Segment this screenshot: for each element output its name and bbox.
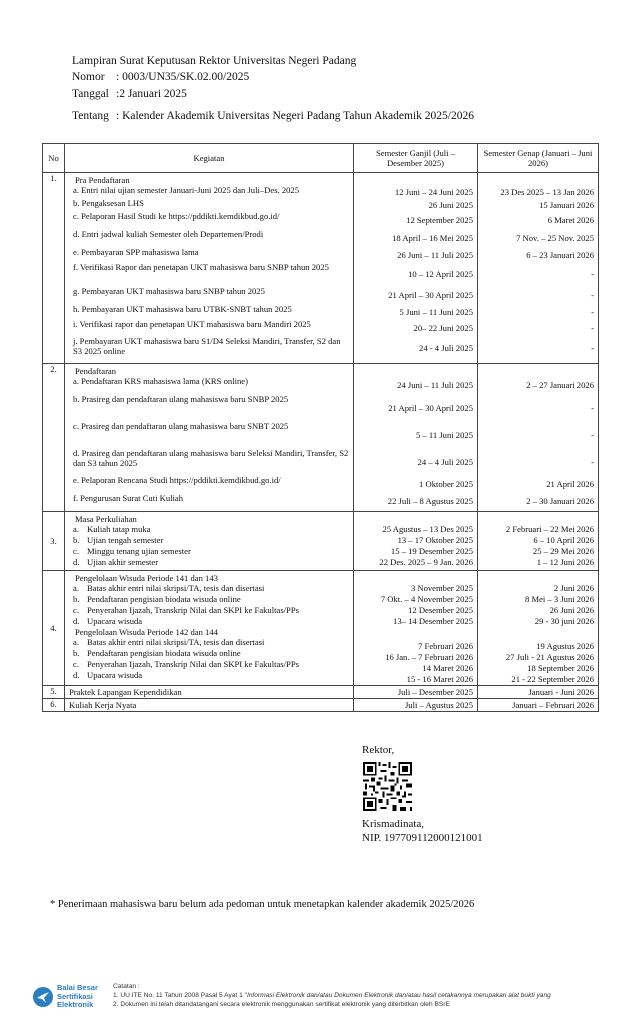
genap-date: 2 Februari – 22 Mei 2026 <box>505 524 594 534</box>
genap-date: - <box>591 343 594 353</box>
activity-label: d. Prasireg dan pendaftaran ulang mahasiswa baru Seleksi Mandiri, Transfer, S2 dan S3 tahun 2025 <box>73 448 349 468</box>
activity-item <box>73 448 349 475</box>
catatan-line-1 <box>113 991 551 1000</box>
activity-item <box>73 616 349 627</box>
signer-name: Krismadinata, <box>362 818 425 830</box>
logo-line-1: Balai Besar <box>57 983 98 992</box>
signature-title: Rektor, <box>362 744 395 756</box>
activity-item <box>73 583 349 594</box>
section-title: Masa Perkuliahan <box>75 514 137 524</box>
activity-item <box>73 421 349 448</box>
ganjil-date: 24 Juni – 11 Juli 2025 <box>397 380 473 390</box>
ganjil-date: 13 – 17 Oktober 2025 <box>397 535 473 545</box>
ganjil-date: 16 Jan. – 7 Februari 2026 <box>385 652 473 662</box>
activity-item <box>73 247 349 262</box>
genap-date: 2 – 27 Januari 2026 <box>526 380 594 390</box>
activity-label: Ujian akhir semester <box>87 557 159 567</box>
lampiran-line: Lampiran Surat Keputusan Rektor Universitas Negeri Padang <box>72 55 357 67</box>
activity-list-a <box>69 583 349 627</box>
col-header-ganjil: Semester Ganjil (Juli – Desember 2025) <box>354 144 478 173</box>
academic-calendar-table <box>42 143 599 712</box>
genap-cell <box>478 512 599 571</box>
item-marker: c. <box>73 546 79 556</box>
ganjil-date: 24 - 4 Juli 2025 <box>419 343 473 353</box>
row-number: 1. <box>43 173 65 364</box>
tentang-line <box>72 109 474 123</box>
col-header-genap: Semester Genap (Januari – Juni 2026) <box>478 144 599 173</box>
catatan-2-bsre: BSrE <box>434 1001 450 1008</box>
activity-list <box>69 376 349 511</box>
activity-label: b. Prasireg dan pendaftaran ulang mahasiswa baru SNBP 2025 <box>73 394 289 404</box>
genap-date: 18 September 2026 <box>527 663 594 673</box>
activity-list <box>69 185 349 363</box>
item-marker: d. <box>73 616 80 626</box>
item-marker: c. <box>73 605 79 615</box>
section-title-a: Pengelolaan Wisuda Periode 141 dan 143 <box>75 573 218 583</box>
footer <box>0 980 622 1024</box>
genap-date: 21 April 2026 <box>546 479 594 489</box>
activity-label: Minggu tenang ujian semester <box>87 546 191 556</box>
catatan-line-2 <box>113 1000 551 1009</box>
activity-item <box>73 557 349 568</box>
activity-label: d. Entri jadwal kuliah Semester oleh Departemen/Prodi <box>73 229 264 239</box>
tanggal-line <box>72 87 187 101</box>
activity-item <box>73 648 349 659</box>
activity-item <box>73 394 349 421</box>
genap-date: 2 Juni 2026 <box>553 583 594 593</box>
section-row-1 <box>43 173 599 364</box>
activity-item <box>73 262 349 286</box>
ganjil-cell <box>354 571 478 686</box>
kegiatan-cell <box>65 512 354 571</box>
ganjil-date: 5 – 11 Juni 2025 <box>416 429 473 440</box>
section-title: Pra Pendaftaran <box>75 175 130 185</box>
activity-item <box>73 229 349 247</box>
activity-item <box>73 535 349 546</box>
nomor-label: Nomor <box>72 71 105 83</box>
catatan-1-text: 1. UU ITE No. 11 Tahun 2008 Pasal 5 Ayat 1 " <box>113 992 247 999</box>
activity-item <box>73 605 349 616</box>
table-header-row <box>43 144 599 173</box>
item-marker: b. <box>73 594 80 604</box>
ganjil-date: 3 November 2025 <box>410 583 473 593</box>
genap-date: 21 - 22 September 2026 <box>511 674 594 684</box>
genap-date: 2 – 30 Januari 2026 <box>526 496 594 506</box>
kegiatan-cell: Kuliah Kerja Nyata <box>65 699 354 712</box>
activity-item <box>73 198 349 211</box>
activity-label: e. Pembayaran SPP mahasiswa lama <box>73 247 199 257</box>
ganjil-date: 15 – 19 Desember 2025 <box>390 546 473 556</box>
genap-date: 15 Januari 2026 <box>539 199 594 210</box>
ganjil-date: 22 Juli – 8 Agustus 2025 <box>387 496 473 506</box>
ganjil-date: 7 Okt. – 4 November 2025 <box>380 594 473 604</box>
genap-date: 29 - 30 juni 2026 <box>534 616 594 626</box>
kegiatan-cell: Praktek Lapangan Kependidikan <box>65 686 354 699</box>
activity-item <box>73 185 349 198</box>
activity-label: Kuliah tatap muka <box>87 524 151 534</box>
tanggal-value: :2 Januari 2025 <box>116 88 187 100</box>
genap-date: - <box>591 290 594 300</box>
activity-item <box>73 475 349 493</box>
activity-label: a. Pendaftaran KRS mahasiswa lama (KRS online) <box>73 376 248 386</box>
genap-cell: Januari – Februari 2026 <box>478 699 599 712</box>
section-title-b: Pengelolaan Wisuda Periode 142 dan 144 <box>75 627 218 637</box>
item-marker: d. <box>73 557 80 567</box>
genap-date: 1 – 12 Juni 2026 <box>536 557 594 567</box>
ganjil-date: 26 Juni 2025 <box>428 199 473 210</box>
activity-label: j. Pembayaran UKT mahasiswa baru S1/D4 Seleksi Mandiri, Transfer, S2 dan S3 2025 online <box>73 336 341 356</box>
genap-list-b <box>482 641 594 685</box>
ganjil-list <box>358 376 473 509</box>
activity-label: c. Pelaporan Hasil Studi ke https://pddikti.kemdikbud.go.id/ <box>73 211 280 221</box>
col-header-no: No <box>43 144 65 173</box>
kegiatan-cell <box>65 173 354 364</box>
ganjil-date: 7 Februari 2026 <box>418 641 473 651</box>
genap-date: - <box>591 429 594 440</box>
section-row-4 <box>43 571 599 686</box>
activity-item <box>73 304 349 319</box>
row-number: 4. <box>43 571 65 686</box>
genap-date: 27 Juli - 21 Agustus 2026 <box>505 652 594 662</box>
section-row-5 <box>43 686 599 699</box>
logo-text <box>57 984 98 1010</box>
activity-item <box>73 493 349 509</box>
activity-label: Upacara wisuda <box>87 670 143 680</box>
activity-item <box>73 286 349 304</box>
genap-date: 23 Des 2025 – 13 Jan 2026 <box>500 186 594 197</box>
activity-label: Pendaftaran pengisian biodata wisuda online <box>87 648 241 658</box>
ganjil-date: 10 – 12 April 2025 <box>408 269 473 279</box>
catatan-block <box>113 982 551 1009</box>
item-marker: a. <box>73 583 79 593</box>
logo-line-2: Sertifikasi <box>57 991 93 1001</box>
item-marker: a. <box>73 637 79 647</box>
footnote: * Penerimaan mahasiswa baru belum ada pedoman untuk menetapkan kalender akademik 2025/2026 <box>50 899 475 910</box>
activity-item <box>73 319 349 336</box>
nomor-value: : 0003/UN35/SK.02.00/2025 <box>116 71 250 83</box>
activity-label: Ujian tengah semester <box>87 535 164 545</box>
genap-date: 19 Agustus 2026 <box>536 641 594 651</box>
ganjil-date: 14 Maret 2026 <box>422 663 473 673</box>
genap-list <box>482 524 594 568</box>
genap-list <box>482 185 594 360</box>
activity-item <box>73 594 349 605</box>
section-row-3 <box>43 512 599 571</box>
ganjil-date: 18 April – 16 Mei 2025 <box>392 233 473 243</box>
row-number: 5. <box>43 686 65 699</box>
ganjil-date: 1 Oktober 2025 <box>419 479 473 489</box>
ganjil-cell <box>354 512 478 571</box>
logo-line-3: Elektronik <box>57 1000 94 1009</box>
section-row-2 <box>43 364 599 512</box>
ganjil-date: 13– 14 Desember 2025 <box>393 616 473 626</box>
activity-item <box>73 336 349 360</box>
ganjil-date: 21 April – 30 April 2025 <box>388 402 473 413</box>
genap-date: - <box>591 456 594 467</box>
genap-date: 6 Maret 2026 <box>547 215 594 225</box>
activity-label: g. Pembayaran UKT mahasiswa baru SNBP tahun 2025 <box>73 286 265 296</box>
ganjil-date: 21 April – 30 April 2025 <box>388 290 473 300</box>
catatan-title: Catatan : <box>113 983 140 990</box>
activity-label: c. Prasireg dan pendaftaran ulang mahasiswa baru SNBT 2025 <box>73 421 289 431</box>
activity-label: b. Pengaksesan LHS <box>73 198 144 208</box>
activity-label: f. Verifikasi Rapor dan penetapan UKT mahasiswa baru SNBP tahun 2025 <box>73 262 329 272</box>
activity-list <box>69 524 349 570</box>
ganjil-date: 20– 22 Juni 2025 <box>413 322 473 333</box>
ganjil-cell: Juli – Desember 2025 <box>354 686 478 699</box>
genap-date: 6 – 23 Januari 2026 <box>526 249 594 260</box>
genap-date: 26 Juni 2026 <box>549 605 594 615</box>
row-number: 3. <box>43 512 65 571</box>
ganjil-cell <box>354 364 478 512</box>
ganjil-list <box>358 185 473 360</box>
ganjil-cell: Juli – Agustus 2025 <box>354 699 478 712</box>
genap-date: - <box>591 306 594 317</box>
section-row-6 <box>43 699 599 712</box>
activity-label: Batas akhir entri nilai skripsi/TA, tesis dan disertasi <box>87 637 265 647</box>
nomor-line <box>72 70 249 84</box>
genap-date: 8 Mei – 3 Juni 2026 <box>525 594 594 604</box>
activity-item <box>73 637 349 648</box>
row-number: 6. <box>43 699 65 712</box>
item-marker: b. <box>73 648 80 658</box>
activity-label: i. Verifikasi rapor dan penetapan UKT mahasiswa baru Mandiri 2025 <box>73 319 311 329</box>
genap-date: - <box>591 402 594 413</box>
catatan-2-text: 2. Dokumen ini telah ditandatangani secara elektronik menggunakan sertifikat elektronik yang diterbitkan oleh <box>113 1001 435 1008</box>
genap-date: 25 – 29 Mei 2026 <box>532 546 594 556</box>
activity-label: f. Pengurusan Surat Cuti Kuliah <box>73 493 184 503</box>
activity-item <box>73 524 349 535</box>
genap-cell: Januari - Juni 2026 <box>478 686 599 699</box>
col-header-kegiatan: Kegiatan <box>65 144 354 173</box>
activity-item <box>73 659 349 670</box>
ganjil-date: 26 Juni – 11 Juli 2025 <box>397 249 473 260</box>
activity-label: Penyerahan Ijazah, Transkrip Nilai dan SKPI ke Fakultas/PPs <box>87 659 299 669</box>
ganjil-date: 5 Juni – 11 Juni 2025 <box>399 306 473 317</box>
activity-label: e. Pelaporan Rencana Studi https://pddikti.kemdikbud.go.id/ <box>73 475 281 485</box>
activity-item <box>73 376 349 394</box>
ganjil-list-b <box>358 641 473 685</box>
ganjil-list <box>358 524 473 568</box>
ganjil-date: 25 Agustus – 13 Des 2025 <box>382 524 473 534</box>
tentang-value: : Kalender Akademik Universitas Negeri Padang Tahun Akademik 2025/2026 <box>116 110 474 122</box>
activity-item <box>73 211 349 229</box>
ganjil-date: 12 September 2025 <box>406 215 473 225</box>
genap-list <box>482 376 594 509</box>
activity-label: Batas akhir entri nilai skripsi/TA, tesis dan disertasi <box>87 583 265 593</box>
genap-cell <box>478 173 599 364</box>
ganjil-date: 22 Des. 2025 – 9 Jan. 2026 <box>379 557 473 567</box>
signer-nip: NIP. 197709112000121001 <box>362 832 483 844</box>
activity-label: Pendaftaran pengisian biodata wisuda online <box>87 594 241 604</box>
bsre-logo-icon <box>32 986 54 1008</box>
tanggal-label: Tanggal <box>72 88 109 100</box>
row-number: 2. <box>43 364 65 512</box>
item-marker: a. <box>73 524 79 534</box>
activity-label: Upacara wisuda <box>87 616 143 626</box>
ganjil-date: 15 - 16 Maret 2026 <box>406 674 473 684</box>
ganjil-date: 12 Juni – 24 Juni 2025 <box>394 186 473 197</box>
genap-date: - <box>591 322 594 333</box>
kegiatan-cell <box>65 571 354 686</box>
kegiatan-cell <box>65 364 354 512</box>
item-marker: c. <box>73 659 79 669</box>
activity-item <box>73 546 349 557</box>
activity-item <box>73 670 349 681</box>
activity-label: Penyerahan Ijazah, Transkrip Nilai dan SKPI ke Fakultas/PPs <box>87 605 299 615</box>
genap-date: 6 – 10 April 2026 <box>533 535 594 545</box>
tentang-label: Tentang <box>72 110 109 122</box>
activity-list-b <box>69 637 349 683</box>
catatan-1-italic: Informasi Elektronik dan/atau Dokumen Elektronik dan/atau hasil cetakannya merupakan alat bukti yang <box>246 992 551 999</box>
genap-date: 7 Nov. – 25 Nov. 2025 <box>516 233 594 243</box>
ganjil-date: 12 Desember 2025 <box>408 605 473 615</box>
item-marker: d. <box>73 670 80 680</box>
genap-cell <box>478 364 599 512</box>
ganjil-cell <box>354 173 478 364</box>
ganjil-date: 24 – 4 Juli 2025 <box>417 456 473 467</box>
genap-cell <box>478 571 599 686</box>
ganjil-list-a <box>358 583 473 627</box>
genap-date: - <box>591 269 594 279</box>
activity-label: a. Entri nilai ujian semester Januari-Juni 2025 dan Juli–Des. 2025 <box>73 185 300 195</box>
qr-code-icon <box>363 762 412 811</box>
activity-label: h. Pembayaran UKT mahasiswa baru UTBK-SNBT tahun 2025 <box>73 304 292 314</box>
item-marker: b. <box>73 535 80 545</box>
genap-list-a <box>482 583 594 627</box>
section-title: Pendaftaran <box>75 366 117 376</box>
